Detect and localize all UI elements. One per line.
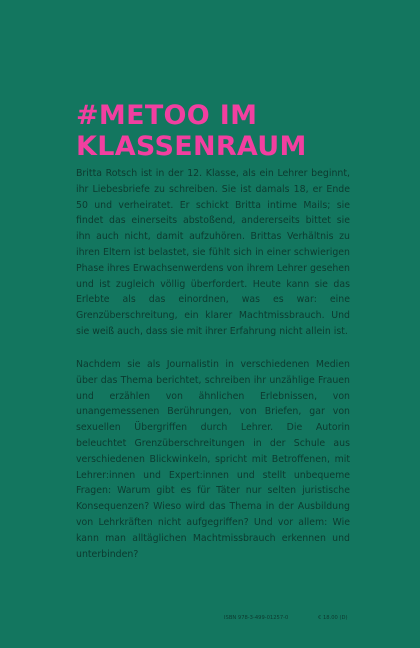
book-title-line-2: KLASSENRAUM	[76, 131, 307, 162]
price-label: € 18.00 (D)	[318, 615, 348, 621]
isbn-number: ISBN 978-3-499-01257-0	[224, 615, 289, 621]
book-title-line-1: #METOO IM	[76, 100, 258, 131]
book-title	[76, 100, 376, 162]
blurb-paragraph-1: Britta Rotsch ist in der 12. Klasse, als ein Lehrer beginnt, ihr Liebesbriefe zu schreiben. Sie ist damals 18, er Ende 50 und verheiratet. Er schickt Britta intime Mails; sie findet das einerseits abstoßend, andererseits bittet sie ihn auch nicht, damit aufzuhören. Brittas Verhältnis zu ihren Eltern ist belastet, sie fühlt sich in einer schwierigen Phase ihres Erwachsenwerdens von ihrem Lehrer gesehen und ist zugleich völlig überfordert. Heute kann sie das Erlebte als das einordnen, was es war: eine Grenzüberschreitung, ein klarer Machtmissbrauch. Und sie weiß auch, dass sie mit ihrer Erfahrung nicht allein ist.	[76, 168, 350, 337]
cover-footer	[0, 614, 420, 626]
blurb-paragraph-2: Nachdem sie als Journalistin in verschiedenen Medien über das Thema berichtet, schreiben ihr unzählige Frauen und erzählen von ähnlichen Erlebnissen, von unangemessenen Berührungen, von Briefen, gar von sexuellen Übergriffen durch Lehrer. Die Autorin beleuchtet Grenzüberschreitungen in der Schule aus verschiedenen Blickwinkeln, spricht mit Betroffenen, mit Lehrer:innen und Expert:innen und stellt unbequeme Fragen: Warum gibt es für Täter nur selten juristische Konsequenzen? Wieso wird das Thema in der Ausbildung von Lehrkräften nicht aufgegriffen? Und vor allem: Wie kann man alltäglichen Machtmissbrauch erkennen und unterbinden?	[76, 359, 350, 560]
